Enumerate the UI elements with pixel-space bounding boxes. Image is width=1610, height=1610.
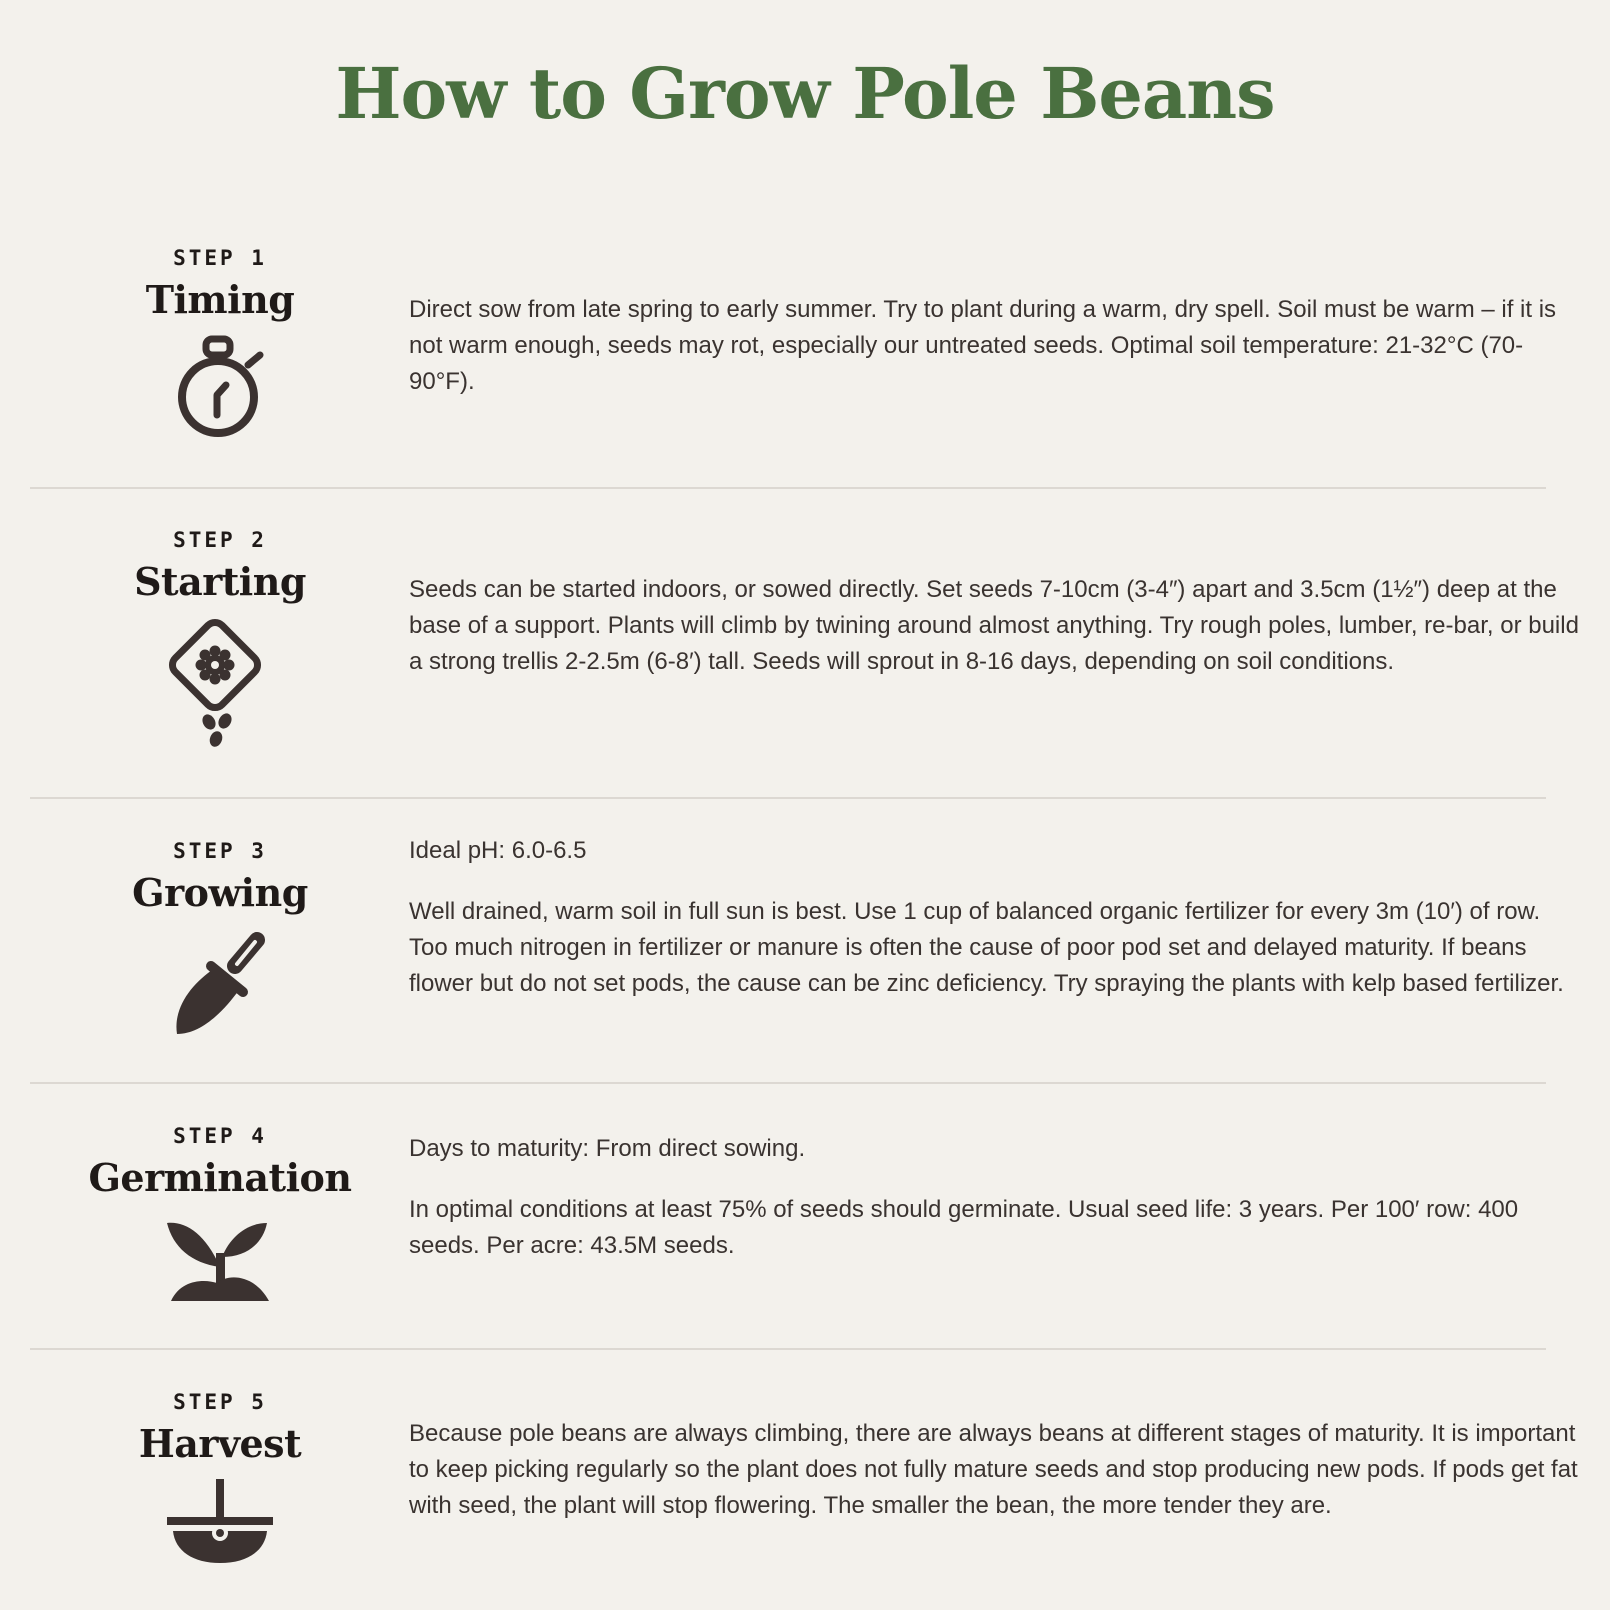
divider: [30, 1082, 1546, 1084]
step-paragraph: Seeds can be started indoors, or sowed directly. Set seeds 7-10cm (3-4″) apart and 3.5cm (1½″) deep at the base of a support. Plants will climb by twining around almost anything. Try rough poles, lumber, re-bar, or build a strong trellis 2-2.5m (6-8′) tall. Seeds will sprout in 8-16 days, depending on soil conditions.: [409, 576, 1579, 675]
trowel-icon: [165, 928, 275, 1038]
step-description: [409, 292, 1579, 425]
step-paragraph: Because pole beans are always climbing, there are always beans at different stages of maturity. It is important to keep picking regularly so the plant does not fully mature seeds and stop producing new pods. If pods get fat with seed, the plant will stop flowering. The smaller the bean, the more tender they are.: [409, 1420, 1578, 1519]
basket-icon: [165, 1479, 275, 1565]
stopwatch-icon: [170, 335, 270, 445]
step-number: STEP 4: [173, 1124, 267, 1148]
step-header: [30, 248, 410, 445]
step-description: [409, 1131, 1579, 1289]
step-paragraph: In optimal conditions at least 75% of seeds should germinate. Usual seed life: 3 years. Per 100′ row: 400 seeds. Per acre: 43.5M seeds.: [409, 1196, 1519, 1259]
divider: [30, 487, 1546, 489]
step-title: Harvest: [138, 1421, 302, 1466]
step-number: STEP 1: [173, 246, 267, 270]
step-header: [30, 841, 410, 1038]
step-number: STEP 3: [173, 839, 267, 863]
step-title: Germination: [88, 1155, 352, 1200]
step-description: [409, 572, 1579, 705]
step-header: [30, 1126, 410, 1303]
step-paragraph: Days to maturity: From direct sowing.: [409, 1135, 806, 1162]
seed-packet-icon: [165, 617, 275, 747]
divider: [30, 797, 1546, 799]
divider: [30, 1348, 1546, 1350]
step-header: [30, 530, 410, 747]
step-paragraph: Well drained, warm soil in full sun is best. Use 1 cup of balanced organic fertilizer for every 3m (10′) of row. Too much nitrogen in fertilizer or manure is often the cause of poor pod set and delayed maturity. If beans flower but do not set pods, the cause can be zinc deficiency. Try spraying the plants with kelp based fertilizer.: [409, 898, 1564, 997]
step-header: [30, 1392, 410, 1565]
sprout-icon: [165, 1213, 275, 1303]
page-title: How to Grow Pole Beans: [335, 52, 1275, 135]
step-paragraph: Ideal pH: 6.0-6.5: [409, 837, 587, 864]
step-paragraph: Direct sow from late spring to early summer. Try to plant during a warm, dry spell. Soil must be warm – if it is not warm enough, seeds may rot, especially our untreated seeds. Optimal soil temperature: 21-32°C (70-90°F).: [409, 296, 1557, 395]
step-description: [409, 1416, 1579, 1549]
step-number: STEP 2: [173, 528, 267, 552]
step-description: [409, 833, 1579, 1027]
step-number: STEP 5: [173, 1390, 267, 1414]
step-title: Timing: [145, 277, 295, 322]
step-title: Starting: [134, 559, 306, 604]
step-title: Growing: [132, 870, 308, 915]
